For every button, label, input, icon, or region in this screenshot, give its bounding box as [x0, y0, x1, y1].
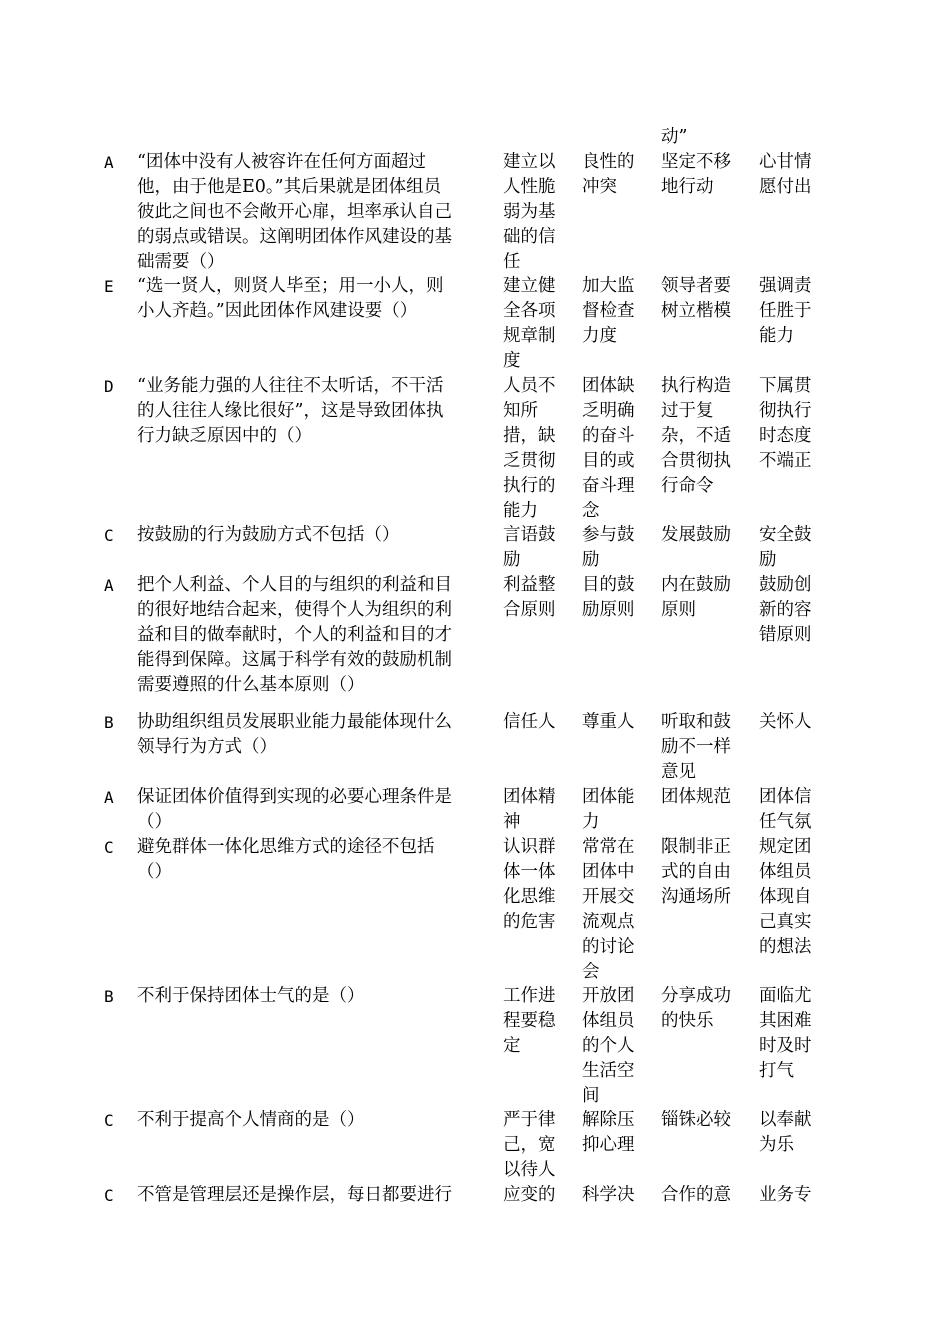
option-d: 下属贯 彻执行 时态度 不端正 [759, 376, 812, 471]
question-text: 不管是管理层还是操作层，每日都要进行 [137, 1185, 452, 1205]
answer-letter: B [104, 713, 114, 732]
option-d: 心甘情 愿付出 [759, 152, 812, 197]
question-text: 把个人利益、个人目的与组织的利益和目 的很好地结合起来，使得个人为组织的利 益和目的做奉献时，个人的利益和目的才 能得到保障。这属于科学有效的鼓励机制 需要遵照的什么基本原则（） [137, 575, 452, 695]
option-b: 加大监 督检查 力度 [582, 276, 635, 346]
option-a: 团体精 神 [503, 787, 556, 832]
question-text: 按鼓励的行为鼓励方式不包括（） [137, 525, 400, 545]
option-c: 团体规范 [661, 787, 731, 807]
option-d: 面临尤 其困难 时及时 打气 [759, 986, 812, 1081]
option-a: 严于律 己，宽 以待人 [503, 1110, 556, 1180]
option-d: 鼓励创 新的容 错原则 [759, 575, 812, 645]
option-c: 领导者要 树立楷模 [661, 276, 731, 321]
option-c: 坚定不移 地行动 [661, 152, 731, 197]
answer-letter: C [104, 1111, 114, 1130]
option-c: 发展鼓励 [661, 525, 731, 545]
option-a: 信任人 [503, 712, 556, 732]
option-d: 团体信 任气氛 [759, 787, 812, 832]
option-a: 建立健 全各项 规章制 度 [503, 276, 556, 371]
answer-letter: D [104, 377, 114, 396]
question-text: “团体中没有人被容许在任何方面超过 他，由于他是E0。”其后果就是团体组员 彼此之间也不会敞开心扉，坦率承认自己 的弱点或错误。这阐明团体作风建设的基 础需要（） [137, 152, 452, 272]
option-c: 内在鼓励 原则 [661, 575, 731, 620]
question-text: 避免群体一体化思维方式的途径不包括 （） [137, 837, 435, 882]
option-d: 安全鼓 励 [759, 525, 812, 570]
option-b: 尊重人 [582, 712, 635, 732]
option-b: 团体能 力 [582, 787, 635, 832]
option-a: 言语鼓 励 [503, 525, 556, 570]
option-a: 利益整 合原则 [503, 575, 556, 620]
answer-letter: A [104, 788, 114, 807]
option-d: 规定团 体组员 体现自 己真实 的想法 [759, 837, 812, 957]
option-b: 良性的 冲突 [582, 152, 635, 197]
option-d: 业务专 [759, 1185, 812, 1205]
question-text: 不利于保持团体士气的是（） [137, 986, 365, 1006]
option-c: 锱铢必较 [661, 1110, 731, 1130]
answer-letter: C [104, 526, 114, 545]
option-d: 以奉献 为乐 [759, 1110, 812, 1155]
option-c: 限制非正 式的自由 沟通场所 [661, 837, 731, 907]
option-c: 执行构造 过于复 杂，不适 合贯彻执 行命令 [661, 376, 731, 496]
option-b: 团体缺 乏明确 的奋斗 目的或 奋斗理 念 [582, 376, 635, 521]
answer-letter: B [104, 987, 114, 1006]
option-b: 目的鼓 励原则 [582, 575, 635, 620]
option-a: 应变的 [503, 1185, 556, 1205]
option-a: 工作进 程要稳 定 [503, 986, 556, 1056]
option-c: 合作的意 [661, 1185, 731, 1205]
question-text: 不利于提高个人情商的是（） [137, 1110, 365, 1130]
option-a: 人员不 知所 措，缺 乏贯彻 执行的 能力 [503, 376, 556, 521]
option-b: 参与鼓 励 [582, 525, 635, 570]
option-b: 科学决 [582, 1185, 635, 1205]
option-b: 开放团 体组员 的个人 生活空 间 [582, 986, 635, 1106]
option-c: 听取和鼓 励不一样 意见 [661, 712, 731, 782]
answer-letter: A [104, 153, 114, 172]
option-d: 强调责 任胜于 能力 [759, 276, 812, 346]
answer-letter: E [104, 277, 114, 296]
answer-letter: C [104, 1186, 114, 1205]
option-a: 认识群 体一体 化思维 的危害 [503, 837, 556, 932]
carry-over-option-c: 动” [661, 127, 688, 147]
option-b: 常常在 团体中 开展交 流观点 的讨论 会 [582, 837, 635, 982]
option-d: 关怀人 [759, 712, 812, 732]
answer-letter: C [104, 838, 114, 857]
question-text: 协助组织组员发展职业能力最能体现什么 领导行为方式（） [137, 712, 452, 757]
question-text: “选一贤人，则贤人毕至；用一小人，则 小人齐趋。”因此团体作风建设要（） [137, 276, 444, 321]
option-a: 建立以 人性脆 弱为基 础的信 任 [503, 152, 556, 272]
option-b: 解除压 抑心理 [582, 1110, 635, 1155]
question-text: 保证团体价值得到实现的必要心理条件是 （） [137, 787, 452, 832]
option-c: 分享成功 的快乐 [661, 986, 731, 1031]
answer-letter: A [104, 576, 114, 595]
question-text: “业务能力强的人往往不太听话，不干活 的人往往人缘比很好”，这是导致团体执 行力缺乏原因中的（） [137, 376, 444, 446]
